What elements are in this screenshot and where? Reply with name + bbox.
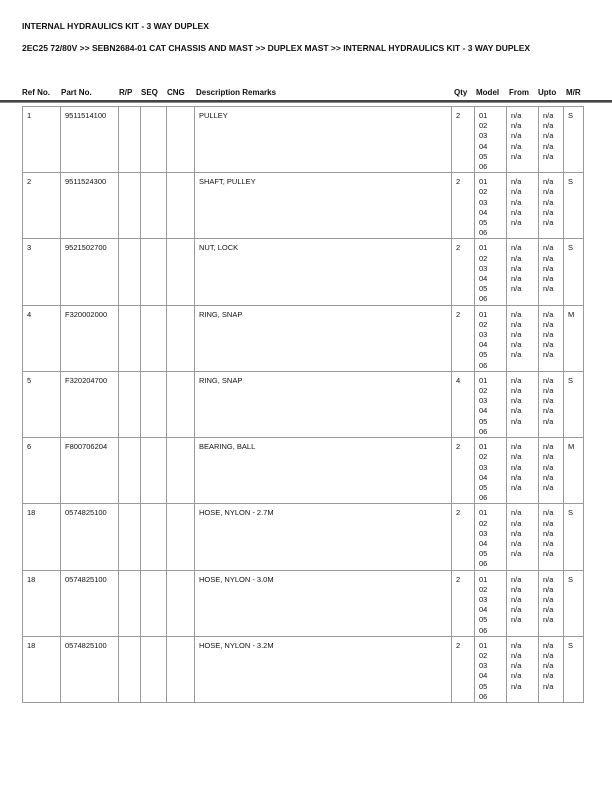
- rp-cell: [119, 570, 141, 636]
- list-value: n/a: [511, 538, 522, 548]
- list-value: n/a: [543, 177, 554, 187]
- mr-cell: S: [564, 107, 584, 173]
- list-value: n/a: [511, 508, 522, 518]
- page-title: INTERNAL HYDRAULICS KIT - 3 WAY DUPLEX: [22, 21, 209, 31]
- list-value: n/a: [511, 218, 522, 228]
- list-value: 06: [479, 360, 488, 370]
- mr-cell: S: [564, 636, 584, 702]
- upto-cell: [539, 570, 564, 636]
- list-value: 04: [479, 141, 488, 151]
- table-row: [23, 107, 584, 173]
- qty-cell: 2: [452, 239, 475, 305]
- from-cell: [507, 504, 539, 570]
- rp-cell: [119, 107, 141, 173]
- list-value: n/a: [543, 528, 554, 538]
- list-value: n/a: [511, 263, 522, 273]
- column-header: Part No.: [61, 88, 92, 97]
- ref-cell: 3: [23, 239, 61, 305]
- ref-cell: 2: [23, 173, 61, 239]
- list-value: n/a: [543, 671, 554, 681]
- seq-cell: [141, 570, 167, 636]
- list-value: 04: [479, 605, 488, 615]
- list-value: 04: [479, 406, 488, 416]
- from-cell: [507, 107, 539, 173]
- list-value: n/a: [511, 406, 522, 416]
- column-header: CNG: [167, 88, 185, 97]
- list-value: 02: [479, 187, 488, 197]
- from-cell: [507, 239, 539, 305]
- list-value: 05: [479, 218, 488, 228]
- list-value: 03: [479, 131, 488, 141]
- list-value: n/a: [511, 274, 522, 284]
- list-value: 05: [479, 284, 488, 294]
- mr-cell: S: [564, 570, 584, 636]
- list-value: n/a: [511, 111, 522, 120]
- list-value: 04: [479, 207, 488, 217]
- rp-cell: [119, 305, 141, 371]
- breadcrumb: 2EC25 72/80V >> SEBN2684-01 CAT CHASSIS AND MAST >> DUPLEX MAST >> INTERNAL HYDRAULICS KIT - 3 WAY DUPLEX: [22, 43, 531, 53]
- list-value: n/a: [511, 650, 522, 660]
- list-value: n/a: [511, 452, 522, 462]
- list-value: n/a: [511, 151, 522, 161]
- upto-cell: [539, 636, 564, 702]
- table-row: [23, 504, 584, 570]
- list-value: 01: [479, 508, 488, 518]
- list-value: 01: [479, 442, 488, 452]
- qty-cell: 2: [452, 305, 475, 371]
- list-value: n/a: [543, 330, 554, 340]
- list-value: 05: [479, 151, 488, 161]
- description-cell: PULLEY: [195, 107, 452, 173]
- qty-cell: 2: [452, 438, 475, 504]
- column-header: Model: [476, 88, 500, 97]
- list-value: 02: [479, 253, 488, 263]
- table-row: [23, 570, 584, 636]
- list-value: n/a: [543, 350, 554, 360]
- list-value: 05: [479, 416, 488, 426]
- list-value: 04: [479, 671, 488, 681]
- list-value: n/a: [543, 584, 554, 594]
- list-value: 06: [479, 162, 488, 172]
- list-value: 02: [479, 319, 488, 329]
- from-cell: [507, 371, 539, 437]
- list-value: n/a: [543, 538, 554, 548]
- cng-cell: [167, 173, 195, 239]
- list-value: n/a: [543, 197, 554, 207]
- model-cell: [475, 173, 507, 239]
- list-value: 02: [479, 386, 488, 396]
- list-value: n/a: [543, 141, 554, 151]
- ref-cell: 18: [23, 636, 61, 702]
- part-number-cell: F320204700: [61, 371, 119, 437]
- list-value: 03: [479, 197, 488, 207]
- description-cell: HOSE, NYLON - 3.0M: [195, 570, 452, 636]
- table-row: [23, 305, 584, 371]
- list-value: 03: [479, 462, 488, 472]
- description-cell: HOSE, NYLON - 3.2M: [195, 636, 452, 702]
- list-value: 01: [479, 640, 488, 650]
- list-value: n/a: [511, 671, 522, 681]
- qty-cell: 2: [452, 504, 475, 570]
- list-value: 06: [479, 691, 488, 701]
- list-value: 03: [479, 330, 488, 340]
- seq-cell: [141, 636, 167, 702]
- part-number-cell: F800706204: [61, 438, 119, 504]
- list-value: n/a: [511, 462, 522, 472]
- ref-cell: 1: [23, 107, 61, 173]
- list-value: n/a: [543, 309, 554, 319]
- list-value: n/a: [543, 319, 554, 329]
- list-value: n/a: [511, 243, 522, 253]
- part-number-cell: 9521502700: [61, 239, 119, 305]
- list-value: n/a: [511, 482, 522, 492]
- description-cell: HOSE, NYLON - 2.7M: [195, 504, 452, 570]
- list-value: n/a: [511, 375, 522, 385]
- rp-cell: [119, 504, 141, 570]
- list-value: n/a: [511, 640, 522, 650]
- cng-cell: [167, 438, 195, 504]
- list-value: n/a: [511, 309, 522, 319]
- list-value: 03: [479, 661, 488, 671]
- model-cell: [475, 570, 507, 636]
- list-value: n/a: [543, 661, 554, 671]
- mr-cell: S: [564, 371, 584, 437]
- mr-cell: S: [564, 239, 584, 305]
- part-number-cell: F320002000: [61, 305, 119, 371]
- list-value: n/a: [511, 187, 522, 197]
- column-header: Qty: [454, 88, 468, 97]
- list-value: n/a: [543, 594, 554, 604]
- ref-cell: 4: [23, 305, 61, 371]
- list-value: 02: [479, 518, 488, 528]
- list-value: n/a: [511, 605, 522, 615]
- upto-cell: [539, 239, 564, 305]
- from-cell: [507, 570, 539, 636]
- seq-cell: [141, 371, 167, 437]
- seq-cell: [141, 107, 167, 173]
- list-value: n/a: [511, 549, 522, 559]
- from-cell: [507, 305, 539, 371]
- list-value: n/a: [511, 141, 522, 151]
- parts-table: [22, 106, 584, 703]
- seq-cell: [141, 239, 167, 305]
- list-value: n/a: [543, 243, 554, 253]
- list-value: n/a: [511, 121, 522, 131]
- description-cell: RING, SNAP: [195, 305, 452, 371]
- ref-cell: 18: [23, 570, 61, 636]
- seq-cell: [141, 438, 167, 504]
- list-value: 05: [479, 482, 488, 492]
- list-value: 06: [479, 625, 488, 635]
- list-value: n/a: [511, 442, 522, 452]
- column-header: Description Remarks: [196, 88, 277, 97]
- column-header: M/R: [566, 88, 581, 97]
- list-value: n/a: [543, 462, 554, 472]
- cng-cell: [167, 636, 195, 702]
- list-value: 05: [479, 549, 488, 559]
- list-value: n/a: [543, 263, 554, 273]
- table-row: [23, 173, 584, 239]
- list-value: n/a: [511, 386, 522, 396]
- list-value: 05: [479, 350, 488, 360]
- model-cell: [475, 636, 507, 702]
- ref-cell: 6: [23, 438, 61, 504]
- upto-cell: [539, 173, 564, 239]
- list-value: 03: [479, 263, 488, 273]
- upto-cell: [539, 305, 564, 371]
- list-value: n/a: [543, 340, 554, 350]
- list-value: n/a: [543, 406, 554, 416]
- list-value: n/a: [543, 396, 554, 406]
- list-value: n/a: [543, 681, 554, 691]
- column-header: SEQ: [141, 88, 158, 97]
- rp-cell: [119, 371, 141, 437]
- part-number-cell: 0574825100: [61, 636, 119, 702]
- description-cell: NUT, LOCK: [195, 239, 452, 305]
- seq-cell: [141, 504, 167, 570]
- list-value: n/a: [543, 207, 554, 217]
- list-value: n/a: [511, 207, 522, 217]
- from-cell: [507, 173, 539, 239]
- list-value: n/a: [543, 605, 554, 615]
- list-value: n/a: [511, 197, 522, 207]
- list-value: n/a: [543, 640, 554, 650]
- list-value: n/a: [543, 518, 554, 528]
- list-value: n/a: [511, 330, 522, 340]
- list-value: 02: [479, 452, 488, 462]
- part-number-cell: 0574825100: [61, 570, 119, 636]
- list-value: 01: [479, 243, 488, 253]
- cng-cell: [167, 107, 195, 173]
- list-value: n/a: [543, 121, 554, 131]
- column-header: R/P: [119, 88, 133, 97]
- part-number-cell: 9511524300: [61, 173, 119, 239]
- cng-cell: [167, 239, 195, 305]
- list-value: 04: [479, 472, 488, 482]
- list-value: n/a: [511, 661, 522, 671]
- list-value: n/a: [543, 375, 554, 385]
- list-value: n/a: [511, 396, 522, 406]
- part-number-cell: 9511514100: [61, 107, 119, 173]
- qty-cell: 4: [452, 371, 475, 437]
- list-value: n/a: [543, 386, 554, 396]
- header-divider: [0, 100, 612, 103]
- model-cell: [475, 305, 507, 371]
- rp-cell: [119, 173, 141, 239]
- model-cell: [475, 504, 507, 570]
- list-value: n/a: [543, 218, 554, 228]
- list-value: 03: [479, 528, 488, 538]
- cng-cell: [167, 371, 195, 437]
- ref-cell: 18: [23, 504, 61, 570]
- list-value: n/a: [511, 518, 522, 528]
- list-value: n/a: [511, 416, 522, 426]
- rp-cell: [119, 636, 141, 702]
- description-cell: BEARING, BALL: [195, 438, 452, 504]
- list-value: n/a: [511, 584, 522, 594]
- list-value: n/a: [511, 472, 522, 482]
- mr-cell: M: [564, 305, 584, 371]
- list-value: n/a: [511, 131, 522, 141]
- list-value: 05: [479, 615, 488, 625]
- list-value: n/a: [511, 253, 522, 263]
- list-value: n/a: [543, 650, 554, 660]
- rp-cell: [119, 239, 141, 305]
- list-value: 02: [479, 650, 488, 660]
- column-header: From: [509, 88, 529, 97]
- list-value: n/a: [543, 284, 554, 294]
- qty-cell: 2: [452, 107, 475, 173]
- list-value: n/a: [511, 681, 522, 691]
- list-value: n/a: [543, 151, 554, 161]
- list-value: n/a: [511, 594, 522, 604]
- mr-cell: S: [564, 173, 584, 239]
- list-value: n/a: [511, 284, 522, 294]
- list-value: 03: [479, 396, 488, 406]
- part-number-cell: 0574825100: [61, 504, 119, 570]
- from-cell: [507, 636, 539, 702]
- list-value: n/a: [543, 131, 554, 141]
- list-value: n/a: [543, 111, 554, 120]
- upto-cell: [539, 107, 564, 173]
- list-value: n/a: [511, 574, 522, 584]
- list-value: n/a: [543, 416, 554, 426]
- list-value: n/a: [543, 482, 554, 492]
- seq-cell: [141, 305, 167, 371]
- upto-cell: [539, 371, 564, 437]
- list-value: 01: [479, 111, 488, 120]
- table-row: [23, 438, 584, 504]
- mr-cell: M: [564, 438, 584, 504]
- seq-cell: [141, 173, 167, 239]
- table-row: [23, 371, 584, 437]
- model-cell: [475, 107, 507, 173]
- list-value: n/a: [543, 508, 554, 518]
- list-value: n/a: [543, 253, 554, 263]
- list-value: n/a: [543, 187, 554, 197]
- list-value: 02: [479, 584, 488, 594]
- list-value: 01: [479, 375, 488, 385]
- list-value: 01: [479, 574, 488, 584]
- list-value: 06: [479, 294, 488, 304]
- upto-cell: [539, 504, 564, 570]
- list-value: 01: [479, 309, 488, 319]
- list-value: n/a: [543, 274, 554, 284]
- model-cell: [475, 438, 507, 504]
- list-value: 02: [479, 121, 488, 131]
- table-row: [23, 239, 584, 305]
- column-header: Ref No.: [22, 88, 50, 97]
- ref-cell: 5: [23, 371, 61, 437]
- list-value: n/a: [511, 340, 522, 350]
- list-value: 04: [479, 340, 488, 350]
- list-value: n/a: [511, 350, 522, 360]
- list-value: 06: [479, 493, 488, 503]
- list-value: 03: [479, 594, 488, 604]
- description-cell: SHAFT, PULLEY: [195, 173, 452, 239]
- mr-cell: S: [564, 504, 584, 570]
- list-value: 04: [479, 274, 488, 284]
- qty-cell: 2: [452, 173, 475, 239]
- model-cell: [475, 239, 507, 305]
- list-value: n/a: [543, 442, 554, 452]
- list-value: n/a: [511, 528, 522, 538]
- upto-cell: [539, 438, 564, 504]
- list-value: 04: [479, 538, 488, 548]
- table-row: [23, 636, 584, 702]
- list-value: n/a: [543, 472, 554, 482]
- list-value: n/a: [511, 177, 522, 187]
- list-value: 01: [479, 177, 488, 187]
- rp-cell: [119, 438, 141, 504]
- cng-cell: [167, 504, 195, 570]
- list-value: 05: [479, 681, 488, 691]
- qty-cell: 2: [452, 636, 475, 702]
- description-cell: RING, SNAP: [195, 371, 452, 437]
- list-value: 06: [479, 426, 488, 436]
- list-value: 06: [479, 228, 488, 238]
- qty-cell: 2: [452, 570, 475, 636]
- list-value: n/a: [543, 615, 554, 625]
- list-value: 06: [479, 559, 488, 569]
- list-value: n/a: [511, 615, 522, 625]
- list-value: n/a: [543, 452, 554, 462]
- list-value: n/a: [543, 549, 554, 559]
- model-cell: [475, 371, 507, 437]
- cng-cell: [167, 305, 195, 371]
- cng-cell: [167, 570, 195, 636]
- list-value: n/a: [511, 319, 522, 329]
- column-header: Upto: [538, 88, 557, 97]
- list-value: n/a: [543, 574, 554, 584]
- from-cell: [507, 438, 539, 504]
